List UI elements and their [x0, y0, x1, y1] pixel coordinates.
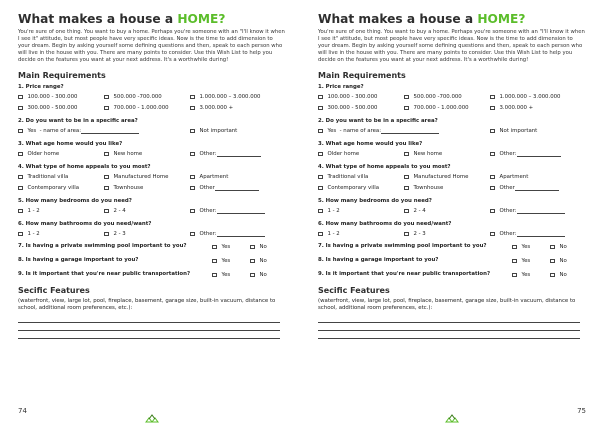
- bathroom-option[interactable]: 1 - 2: [18, 229, 40, 238]
- area-no-option[interactable]: Not important: [190, 126, 237, 135]
- other-field[interactable]: [215, 185, 259, 191]
- price-option[interactable]: 1.000.000 – 3.000.000: [190, 92, 261, 101]
- checkbox[interactable]: [512, 245, 517, 250]
- checkbox[interactable]: [490, 129, 495, 134]
- checkbox[interactable]: [18, 152, 23, 157]
- garage-yes-option[interactable]: Yes: [212, 256, 230, 265]
- checkbox[interactable]: [104, 232, 109, 237]
- checkbox[interactable]: [550, 259, 555, 264]
- pool-yes-option[interactable]: Yes: [512, 242, 530, 251]
- q2-label: 2. Do you want to be in a specific area?: [318, 118, 438, 125]
- checkbox[interactable]: [250, 259, 255, 264]
- checkbox[interactable]: [318, 95, 323, 100]
- checkbox[interactable]: [490, 175, 495, 180]
- type-option[interactable]: Manufactured Home: [404, 172, 468, 181]
- house-logo-icon: [445, 414, 459, 423]
- type-option[interactable]: Contemporary villa: [18, 183, 79, 192]
- checkbox[interactable]: [404, 175, 409, 180]
- price-option[interactable]: 500.000 -700.000: [404, 92, 462, 101]
- price-option[interactable]: 3.000.000 +: [190, 103, 233, 112]
- age-option[interactable]: New home: [404, 149, 442, 158]
- checkbox[interactable]: [104, 152, 109, 157]
- bedroom-option[interactable]: 2 - 4: [404, 206, 426, 215]
- checkbox[interactable]: [318, 186, 323, 191]
- q3-label: 3. What age home would you like?: [318, 141, 423, 148]
- age-option[interactable]: Older home: [18, 149, 59, 158]
- price-option[interactable]: 100.000 - 300.000: [18, 92, 77, 101]
- checkbox[interactable]: [18, 129, 23, 134]
- write-line[interactable]: [318, 331, 580, 339]
- type-option[interactable]: Townhouse: [104, 183, 143, 192]
- q8-label: 8. Is having a garage important to you?: [318, 257, 439, 264]
- intro-paragraph: You're sure of one thing. You want to buy a home. Perhaps you're someone with an "I'll know it when I see it" attitude, but most people have very specific ideas. Now is the time to add dimension to your dream. Begin by asking yourself some defining questions and then, speak to each person who will live in the house with you. There are many points to consider. Use this Wish List to help you decide on the features you want at your next address. It's a worthwhile during!: [318, 29, 585, 64]
- price-option[interactable]: 700.000 - 1.000.000: [104, 103, 169, 112]
- q1-label: 1. Price range?: [18, 84, 64, 91]
- q4-label: 4. What type of home appeals to you most?: [18, 164, 151, 171]
- transport-no-option[interactable]: No: [550, 270, 567, 279]
- type-option[interactable]: Apartment: [490, 172, 528, 181]
- features-description: (waterfront, view, large lot, pool, fireplace, basement, garage size, built-in vacuum, distance to school, additional room preferences, etc.):: [318, 298, 576, 312]
- right-page: [300, 0, 600, 424]
- area-yes-option[interactable]: Yes - name of area:: [318, 126, 439, 135]
- price-option[interactable]: 300.000 - 500.000: [18, 103, 77, 112]
- checkbox[interactable]: [190, 232, 195, 237]
- checkbox[interactable]: [190, 106, 195, 111]
- garage-no-option[interactable]: No: [250, 256, 267, 265]
- bathroom-option[interactable]: 1 - 2: [318, 229, 340, 238]
- price-option[interactable]: 3.000.000 +: [490, 103, 533, 112]
- checkbox[interactable]: [190, 152, 195, 157]
- checkbox[interactable]: [18, 232, 23, 237]
- type-option[interactable]: Contemporary villa: [318, 183, 379, 192]
- q7-label: 7. Is having a private swimming pool important to you?: [18, 243, 187, 250]
- type-option[interactable]: Townhouse: [404, 183, 443, 192]
- checkbox[interactable]: [18, 175, 23, 180]
- age-option[interactable]: Other:: [490, 149, 561, 158]
- age-option[interactable]: Older home: [318, 149, 359, 158]
- transport-no-option[interactable]: No: [250, 270, 267, 279]
- bedroom-option[interactable]: 2 - 4: [104, 206, 126, 215]
- checkbox[interactable]: [490, 152, 495, 157]
- type-option[interactable]: Other: [490, 183, 559, 192]
- write-line[interactable]: [318, 315, 580, 323]
- area-field[interactable]: [81, 128, 139, 134]
- checkbox[interactable]: [490, 232, 495, 237]
- q1-label: 1. Price range?: [318, 84, 364, 91]
- q7-label: 7. Is having a private swimming pool important to you?: [318, 243, 487, 250]
- checkbox[interactable]: [250, 245, 255, 250]
- price-option[interactable]: 700.000 - 1.000.000: [404, 103, 469, 112]
- other-field[interactable]: [217, 231, 265, 237]
- q4-label: 4. What type of home appeals to you most?: [318, 164, 451, 171]
- area-field[interactable]: [381, 128, 439, 134]
- transport-yes-option[interactable]: Yes: [512, 270, 530, 279]
- bathroom-option[interactable]: Other:: [490, 229, 565, 238]
- checkbox[interactable]: [318, 129, 323, 134]
- checkbox[interactable]: [212, 273, 217, 278]
- main-requirements-heading: Main Requirements: [18, 71, 106, 81]
- q5-label: 5. How many bedrooms do you need?: [18, 198, 132, 205]
- pool-yes-option[interactable]: Yes: [212, 242, 230, 251]
- bathroom-option[interactable]: 2 - 3: [104, 229, 126, 238]
- checkbox[interactable]: [404, 186, 409, 191]
- checkbox[interactable]: [404, 232, 409, 237]
- features-heading: Secific Features: [18, 286, 90, 296]
- main-requirements-heading: Main Requirements: [318, 71, 406, 81]
- checkbox[interactable]: [104, 175, 109, 180]
- other-field[interactable]: [517, 231, 565, 237]
- checkbox[interactable]: [212, 259, 217, 264]
- checkbox[interactable]: [190, 186, 195, 191]
- write-line[interactable]: [18, 331, 280, 339]
- pool-no-option[interactable]: No: [250, 242, 267, 251]
- checkbox[interactable]: [318, 152, 323, 157]
- checkbox[interactable]: [512, 273, 517, 278]
- checkbox[interactable]: [190, 129, 195, 134]
- checkbox[interactable]: [250, 273, 255, 278]
- transport-yes-option[interactable]: Yes: [212, 270, 230, 279]
- bedroom-option[interactable]: 1 - 2: [318, 206, 340, 215]
- area-no-option[interactable]: Not important: [490, 126, 537, 135]
- features-description: (waterfront, view, large lot, pool, fireplace, basement, garage size, built-in vacuum, distance to school, additional room preferences, etc.):: [18, 298, 276, 312]
- checkbox[interactable]: [190, 95, 195, 100]
- checkbox[interactable]: [550, 245, 555, 250]
- other-field[interactable]: [517, 208, 565, 214]
- checkbox[interactable]: [318, 175, 323, 180]
- checkbox[interactable]: [404, 152, 409, 157]
- type-option[interactable]: Apartment: [190, 172, 228, 181]
- page-number: 74: [18, 407, 27, 415]
- checkbox[interactable]: [18, 106, 23, 111]
- q3-label: 3. What age home would you like?: [18, 141, 123, 148]
- checkbox[interactable]: [318, 106, 323, 111]
- checkbox[interactable]: [490, 209, 495, 214]
- type-option[interactable]: Other: [190, 183, 259, 192]
- checkbox[interactable]: [18, 95, 23, 100]
- other-field[interactable]: [217, 151, 261, 157]
- price-option[interactable]: 500.000 -700.000: [104, 92, 162, 101]
- write-line[interactable]: [318, 323, 580, 331]
- checkbox[interactable]: [318, 209, 323, 214]
- age-option[interactable]: Other:: [190, 149, 261, 158]
- q9-label: 9. Is it important that you're near public transportation?: [318, 271, 491, 278]
- area-yes-option[interactable]: Yes - name of area:: [18, 126, 139, 135]
- write-line[interactable]: [18, 315, 280, 323]
- page-title: What makes a house a HOME?: [18, 12, 226, 26]
- q2-label: 2. Do you want to be in a specific area?: [18, 118, 138, 125]
- house-logo-icon: [145, 414, 159, 423]
- type-option[interactable]: Manufactured Home: [104, 172, 168, 181]
- garage-no-option[interactable]: No: [550, 256, 567, 265]
- bathroom-option[interactable]: 2 - 3: [404, 229, 426, 238]
- checkbox[interactable]: [190, 175, 195, 180]
- bathroom-option[interactable]: Other:: [190, 229, 265, 238]
- page-number: 75: [577, 407, 586, 415]
- q5-label: 5. How many bedrooms do you need?: [318, 198, 432, 205]
- checkbox[interactable]: [404, 95, 409, 100]
- price-option[interactable]: 100.000 - 300.000: [318, 92, 377, 101]
- checkbox[interactable]: [318, 232, 323, 237]
- checkbox[interactable]: [490, 106, 495, 111]
- bedroom-option[interactable]: Other:: [190, 206, 265, 215]
- checkbox[interactable]: [490, 186, 495, 191]
- intro-paragraph: You're sure of one thing. You want to buy a home. Perhaps you're someone with an "I'll know it when I see it" attitude, but most people have very specific ideas. Now is the time to add dimension to your dream. Begin by asking yourself some defining questions and then, speak to each person who will live in the house with you. There are many points to consider. Use this Wish List to help you decide on the features you want at your next address. It's a worthwhile during!: [18, 29, 285, 64]
- checkbox[interactable]: [212, 245, 217, 250]
- q8-label: 8. Is having a garage important to you?: [18, 257, 139, 264]
- age-option[interactable]: New home: [104, 149, 142, 158]
- checkbox[interactable]: [404, 106, 409, 111]
- other-field[interactable]: [515, 185, 559, 191]
- checkbox[interactable]: [190, 209, 195, 214]
- bedroom-option[interactable]: 1 - 2: [18, 206, 40, 215]
- checkbox[interactable]: [404, 209, 409, 214]
- price-option[interactable]: 1.000.000 – 3.000.000: [490, 92, 561, 101]
- checkbox[interactable]: [104, 95, 109, 100]
- pool-no-option[interactable]: No: [550, 242, 567, 251]
- price-option[interactable]: 300.000 - 500.000: [318, 103, 377, 112]
- bedroom-option[interactable]: Other:: [490, 206, 565, 215]
- write-line[interactable]: [18, 323, 280, 331]
- q6-label: 6. How many bathrooms do you need/want?: [18, 221, 152, 228]
- page-title: What makes a house a HOME?: [318, 12, 526, 26]
- q6-label: 6. How many bathrooms do you need/want?: [318, 221, 452, 228]
- checkbox[interactable]: [104, 106, 109, 111]
- q9-label: 9. Is it important that you're near public transportation?: [18, 271, 191, 278]
- checkbox[interactable]: [104, 186, 109, 191]
- checkbox[interactable]: [490, 95, 495, 100]
- checkbox[interactable]: [18, 186, 23, 191]
- checkbox[interactable]: [18, 209, 23, 214]
- garage-yes-option[interactable]: Yes: [512, 256, 530, 265]
- type-option[interactable]: Traditional villa: [318, 172, 368, 181]
- other-field[interactable]: [217, 208, 265, 214]
- other-field[interactable]: [517, 151, 561, 157]
- features-heading: Secific Features: [318, 286, 390, 296]
- type-option[interactable]: Traditional villa: [18, 172, 68, 181]
- checkbox[interactable]: [550, 273, 555, 278]
- checkbox[interactable]: [104, 209, 109, 214]
- checkbox[interactable]: [512, 259, 517, 264]
